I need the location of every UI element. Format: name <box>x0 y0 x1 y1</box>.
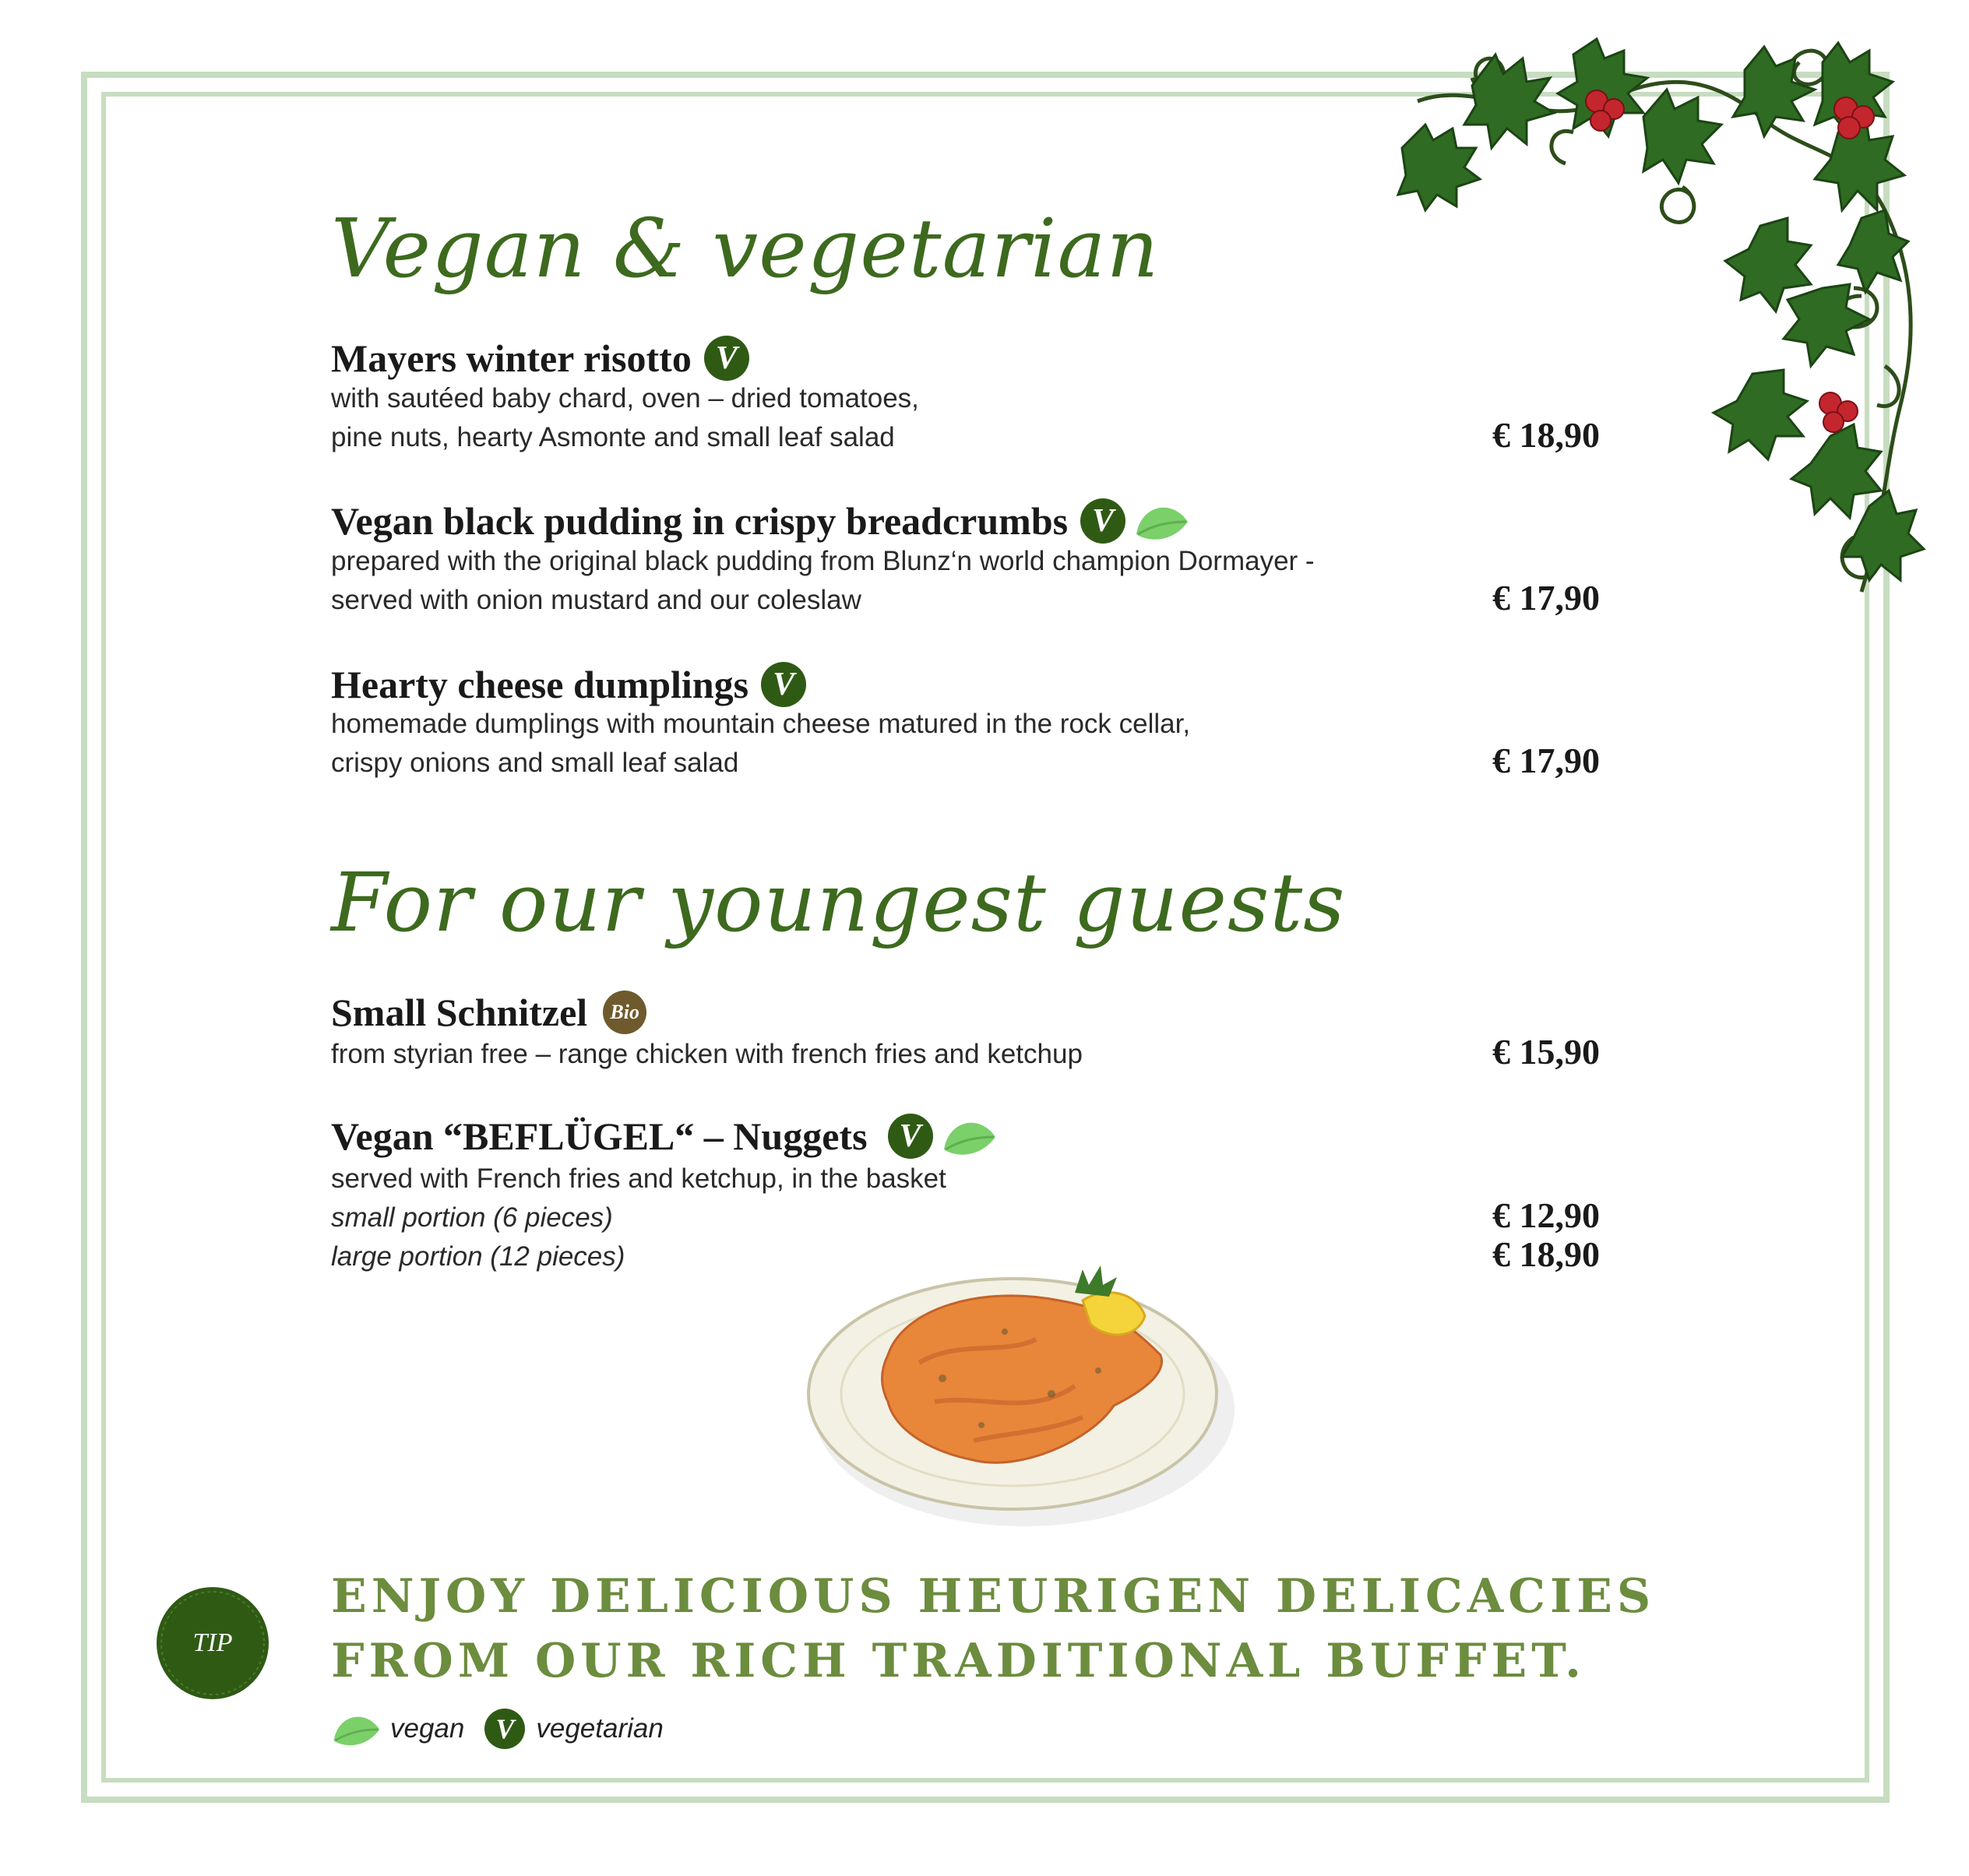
menu-item-name-risotto <box>331 331 757 385</box>
buffet-tip-line-1: ENJOY DELICIOUS HEURIGEN DELICACIES <box>331 1569 1656 1624</box>
menu-item-desc: prepared with the original black pudding from Blunz‘n world champion Dormayer - <box>331 546 1315 576</box>
legend <box>331 1705 664 1752</box>
menu-item-desc: with sautéed baby chard, oven – dried tomatoes, <box>331 383 919 414</box>
menu-item-desc: homemade dumplings with mountain cheese matured in the rock cellar, <box>331 709 1191 739</box>
portion-small-label: small portion (6 pieces) <box>331 1202 613 1233</box>
menu-item-name-black-pudding <box>331 494 1189 548</box>
legend-vegan-label: vegan <box>390 1713 465 1744</box>
menu-item-price: € 18,90 <box>1492 415 1600 455</box>
vegetarian-badge-icon: V <box>1080 498 1125 544</box>
holly-decoration-icon <box>1386 31 1947 623</box>
vegetarian-badge-icon: V <box>484 1709 525 1749</box>
tip-label: TIP <box>192 1628 233 1657</box>
price-large-portion: € 18,90 <box>1492 1234 1600 1274</box>
menu-item-name-cheese-dumplings <box>331 657 814 712</box>
menu-item-name-small-schnitzel <box>331 985 646 1040</box>
legend-vegetarian-label: vegetarian <box>536 1713 664 1744</box>
item-name-text: Vegan “BEFLÜGEL“ – Nuggets <box>331 1114 868 1158</box>
menu-item-name-vegan-nuggets <box>331 1109 997 1163</box>
menu-item-desc: crispy onions and small leaf salad <box>331 748 739 778</box>
item-name-text: Vegan black pudding in crispy breadcrumbs <box>331 499 1069 543</box>
menu-item-price: € 17,90 <box>1492 741 1600 780</box>
vegan-leaf-icon <box>1133 498 1189 544</box>
menu-item-price: € 17,90 <box>1492 578 1600 618</box>
vegan-leaf-icon <box>941 1114 997 1159</box>
vegetarian-badge-icon: V <box>761 662 806 707</box>
vegan-leaf-icon <box>331 1709 381 1749</box>
schnitzel-plate-illustration-icon <box>802 1238 1238 1534</box>
portion-large-label: large portion (12 pieces) <box>331 1241 625 1272</box>
price-small-portion: € 12,90 <box>1492 1195 1600 1235</box>
section-title-vegan: Vegan & vegetarian <box>331 201 1160 296</box>
item-name-text: Hearty cheese dumplings <box>331 663 749 706</box>
vegetarian-badge-icon: V <box>704 336 749 381</box>
menu-item-price: € 15,90 <box>1492 1032 1600 1072</box>
menu-item-desc: from styrian free – range chicken with french fries and ketchup <box>331 1039 1083 1069</box>
menu-item-desc: pine nuts, hearty Asmonte and small leaf salad <box>331 422 895 452</box>
vegetarian-badge-icon: V <box>888 1114 933 1159</box>
bio-badge-icon: Bio <box>603 991 646 1034</box>
menu-item-desc: served with French fries and ketchup, in the basket <box>331 1163 946 1194</box>
menu-item-desc: served with onion mustard and our coleslaw <box>331 585 861 615</box>
item-name-text: Small Schnitzel <box>331 991 588 1034</box>
section-title-kids: For our youngest guests <box>331 855 1346 950</box>
buffet-tip-line-2: FROM OUR RICH TRADITIONAL BUFFET. <box>331 1634 1587 1688</box>
item-name-text: Mayers winter risotto <box>331 336 692 380</box>
